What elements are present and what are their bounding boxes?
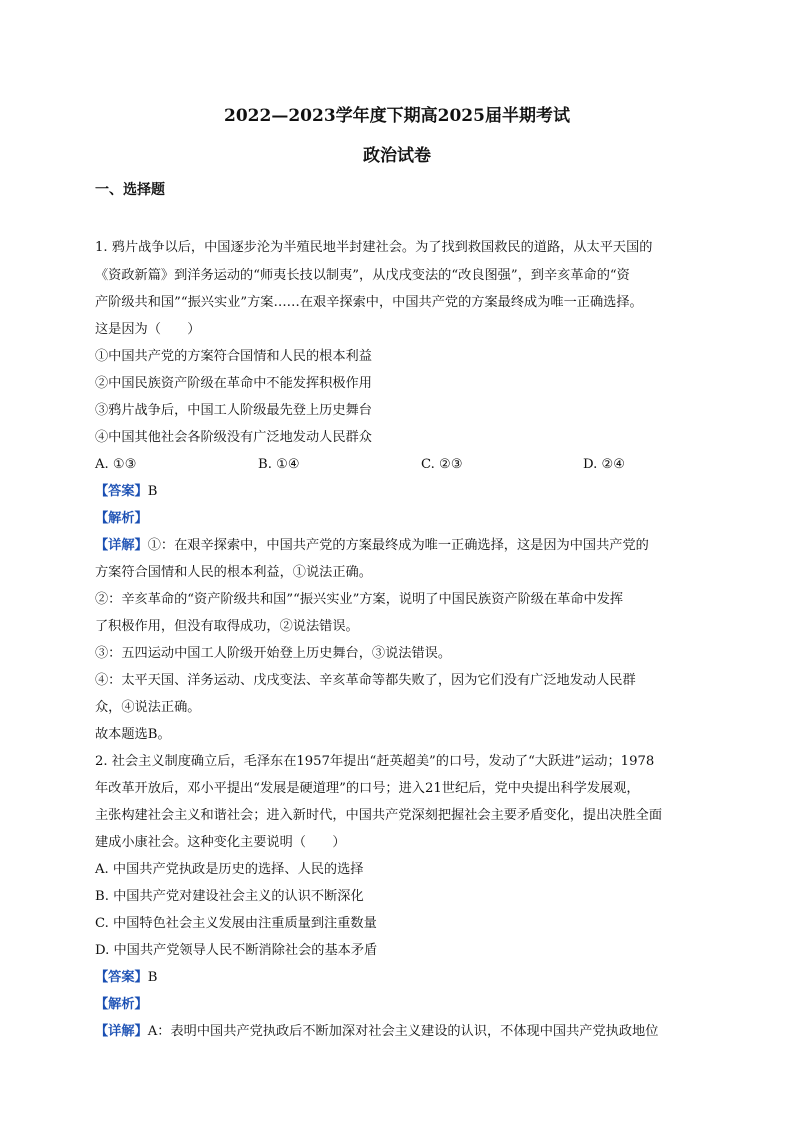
detail-tag: 【详解】 [95, 1024, 148, 1039]
answer-value: B [147, 484, 158, 499]
q1-detail-line-3: ②：辛亥革命的“资产阶级共和国”“振兴实业”方案，说明了中国民族资产阶级在革命中发挥 [95, 592, 624, 607]
q1-detail-line-5: ③：五四运动中国工人阶级开始登上历史舞台，③说法错误。 [95, 646, 452, 661]
q1-answer [95, 482, 157, 502]
q1-line-1: 1. 鸦片战争以后，中国逐步沦为半殖民地半封建社会。为了找到救国救民的道路，从太平天国的 [95, 240, 653, 255]
q2-line-2: 年改革开放后，邓小平提出“发展是硬道理”的口号；进入21世纪后，党中央提出科学发展观， [95, 781, 640, 796]
q1-option-c: C. ②③ [421, 457, 463, 472]
q1-statement-4: ④中国其他社会各阶级没有广泛地发动人民群众 [95, 430, 372, 445]
exam-title: 2022—2023学年度下期高2025届半期考试 [224, 106, 570, 126]
q1-statement-2: ②中国民族资产阶级在革命中不能发挥积极作用 [95, 376, 372, 391]
q2-option-c: C. 中国特色社会主义发展由注重质量到注重数量 [95, 916, 377, 931]
analysis-tag: 【解析】 [95, 511, 148, 526]
q1-detail-line-6: ④：太平天国、洋务运动、戊戌变法、辛亥革命等都失败了，因为它们没有广泛地发动人民群 [95, 673, 636, 688]
q2-option-b: B. 中国共产党对建设社会主义的认识不断深化 [95, 889, 364, 904]
q1-option-a: A. ①③ [95, 457, 137, 472]
answer-tag: 【答案】 [95, 970, 148, 985]
q1-option-b: B. ①④ [258, 457, 300, 472]
q1-line-2: 《资政新篇》到洋务运动的“师夷长技以制夷”，从戊戌变法的“改良图强”，到辛亥革命的“资 [95, 268, 630, 283]
q1-detail-line-4: 了积极作用，但没有取得成功，②说法错误。 [95, 619, 359, 634]
analysis-tag: 【解析】 [95, 997, 148, 1012]
q1-analysis [95, 509, 148, 529]
q2-option-a: A. 中国共产党执政是历史的选择、人民的选择 [95, 862, 364, 877]
q2-option-d: D. 中国共产党领导人民不断消除社会的基本矛盾 [95, 943, 378, 958]
exam-subject: 政治试卷 [363, 146, 431, 166]
q2-analysis [95, 995, 148, 1015]
q1-line-3: 产阶级共和国”“振兴实业”方案……在艰辛探索中，中国共产党的方案最终成为唯一正确选择。 [95, 295, 643, 310]
q1-detail-line-2: 方案符合国情和人民的根本利益，①说法正确。 [95, 565, 372, 580]
section-heading: 一、选择题 [95, 182, 165, 198]
q1-detail-line-7: 众，④说法正确。 [95, 700, 201, 715]
answer-tag: 【答案】 [95, 484, 148, 499]
q1-option-d: D. ②④ [583, 457, 626, 472]
q1-statement-1: ①中国共产党的方案符合国情和人民的根本利益 [95, 349, 372, 364]
answer-value: B [147, 970, 158, 985]
q2-line-4: 建成小康社会。这种变化主要说明（ ） [95, 835, 346, 850]
q2-answer [95, 968, 157, 988]
q1-statement-3: ③鸦片战争后，中国工人阶级最先登上历史舞台 [95, 403, 372, 418]
q1-detail-line-1: 【详解】①：在艰辛探索中，中国共产党的方案最终成为唯一正确选择，这是因为中国共产党的 [95, 538, 649, 553]
q1-conclusion: 故本题选B。 [95, 727, 171, 742]
q2-detail-line-1: 【详解】A：表明中国共产党执政后不断加深对社会主义建设的认识，不体现中国共产党执政地位 [95, 1024, 659, 1039]
q2-line-3: 主张构建社会主义和谐社会；进入新时代，中国共产党深刻把握社会主要矛盾变化，提出决胜全面 [95, 808, 663, 823]
q1-line-4: 这是因为（ ） [95, 322, 201, 337]
q2-line-1: 2. 社会主义制度确立后，毛泽东在1957年提出“赶英超美”的口号，发动了“大跃进”运动；1978 [95, 754, 655, 769]
detail-tag: 【详解】 [95, 538, 148, 553]
